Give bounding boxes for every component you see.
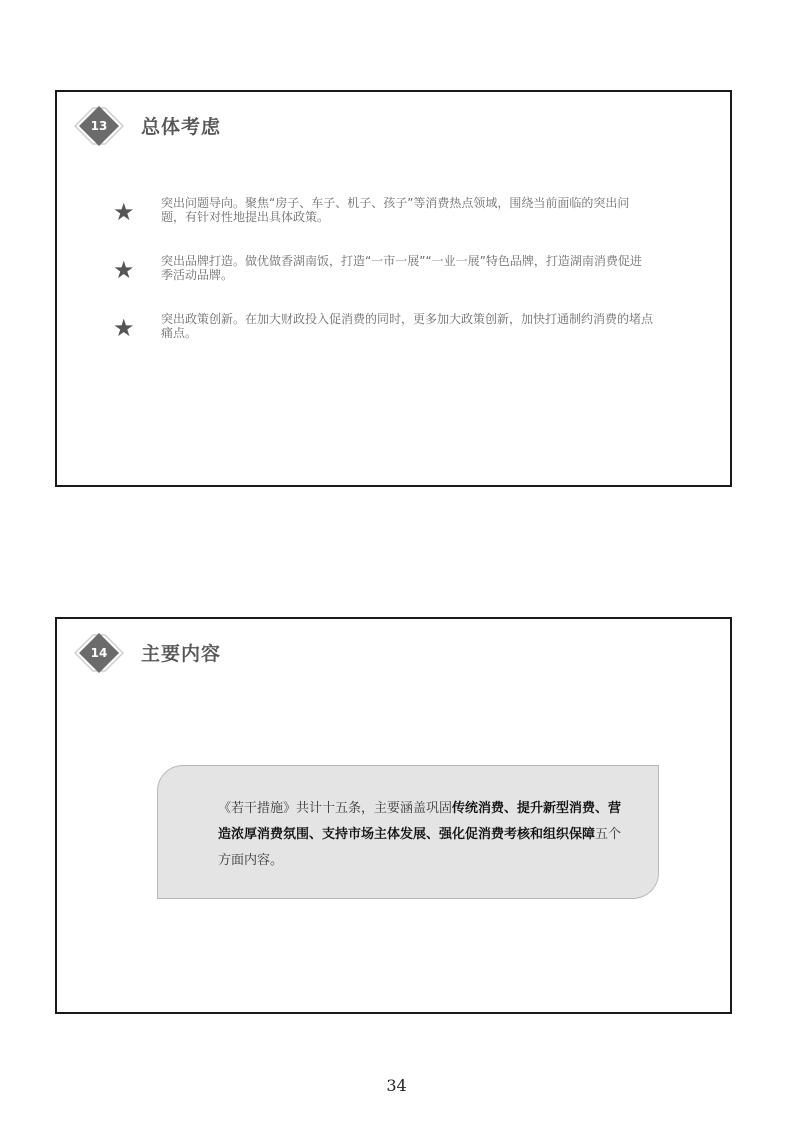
bullet-text: 突出品牌打造。做优做香湖南饭，打造“一市一展”“一业一展”特色品牌，打造湖南消费促进季活动品牌。 xyxy=(161,254,642,282)
star-icon: ★ xyxy=(113,256,135,284)
content-intro: 《若干措施》共计十五条，主要涵盖巩固 xyxy=(218,801,453,816)
list-item xyxy=(113,312,653,350)
star-icon: ★ xyxy=(113,314,135,342)
page-number: 34 xyxy=(386,1076,407,1095)
content-paragraph xyxy=(218,796,628,874)
bullet-text: 突出问题导向。聚焦“房子、车子、机子、孩子”等消费热点领域，围绕当前面临的突出问题，有针对性地提出具体政策。 xyxy=(161,196,630,224)
slide-title: 主要内容 xyxy=(141,643,222,665)
slide-main-content xyxy=(55,617,732,1014)
slide-title: 总体考虑 xyxy=(141,116,222,138)
slide-number: 13 xyxy=(90,119,108,133)
list-item xyxy=(113,254,653,292)
slide-number: 14 xyxy=(90,646,108,660)
list-item xyxy=(113,196,653,234)
bullet-list xyxy=(113,196,653,370)
content-highlight: 传统消费、提升新型消费、营造浓厚消费氛围、支持市场主体发展、强化促消费考核和组织保障 xyxy=(218,801,622,842)
star-icon: ★ xyxy=(113,198,135,226)
content-callout-box xyxy=(157,765,659,899)
slide-number-badge xyxy=(69,104,129,148)
slide-number-badge xyxy=(69,631,129,675)
slide-overall-considerations xyxy=(55,90,732,487)
bullet-text: 突出政策创新。在加大财政投入促消费的同时，更多加大政策创新，加快打通制约消费的堵点痛点。 xyxy=(161,312,654,340)
content-outro: 五个方面内容。 xyxy=(218,827,622,868)
